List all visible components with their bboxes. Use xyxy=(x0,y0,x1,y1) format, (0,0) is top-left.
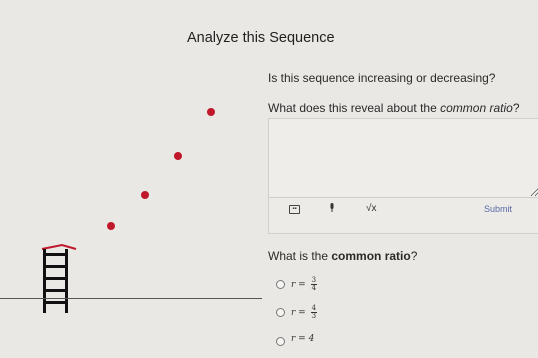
sequence-dot-2 xyxy=(174,152,182,160)
ladder-illustration xyxy=(40,243,80,313)
submit-button[interactable]: Submit xyxy=(484,204,513,214)
fraction-icon[interactable]: ▪▪ xyxy=(289,205,300,214)
sequence-dot-3 xyxy=(141,191,149,199)
option-1-label: r = $\frac{3}{4}$ xyxy=(291,276,317,292)
radio-option-2[interactable] xyxy=(276,308,285,317)
question-increasing: Is this sequence increasing or decreasing? xyxy=(268,71,496,85)
radio-option-1[interactable] xyxy=(276,280,285,289)
sequence-dot-4 xyxy=(107,222,115,230)
option-2-label: r = $\frac{4}{3}$ xyxy=(291,304,317,320)
sqrt-button[interactable]: √x xyxy=(366,203,377,214)
question-common-ratio: What is the common ratio? xyxy=(268,249,418,263)
radio-option-3[interactable] xyxy=(276,337,285,346)
answer-box xyxy=(268,118,538,234)
microphone-icon[interactable] xyxy=(329,203,335,216)
option-3-label: r = 4 xyxy=(291,334,315,344)
answer-input[interactable] xyxy=(269,119,538,198)
question-reveal: What does this reveal about the common ratio? xyxy=(268,101,520,115)
page-title: Analyze this Sequence xyxy=(187,30,335,46)
baseline xyxy=(0,298,262,299)
sequence-dot-1 xyxy=(207,108,215,116)
